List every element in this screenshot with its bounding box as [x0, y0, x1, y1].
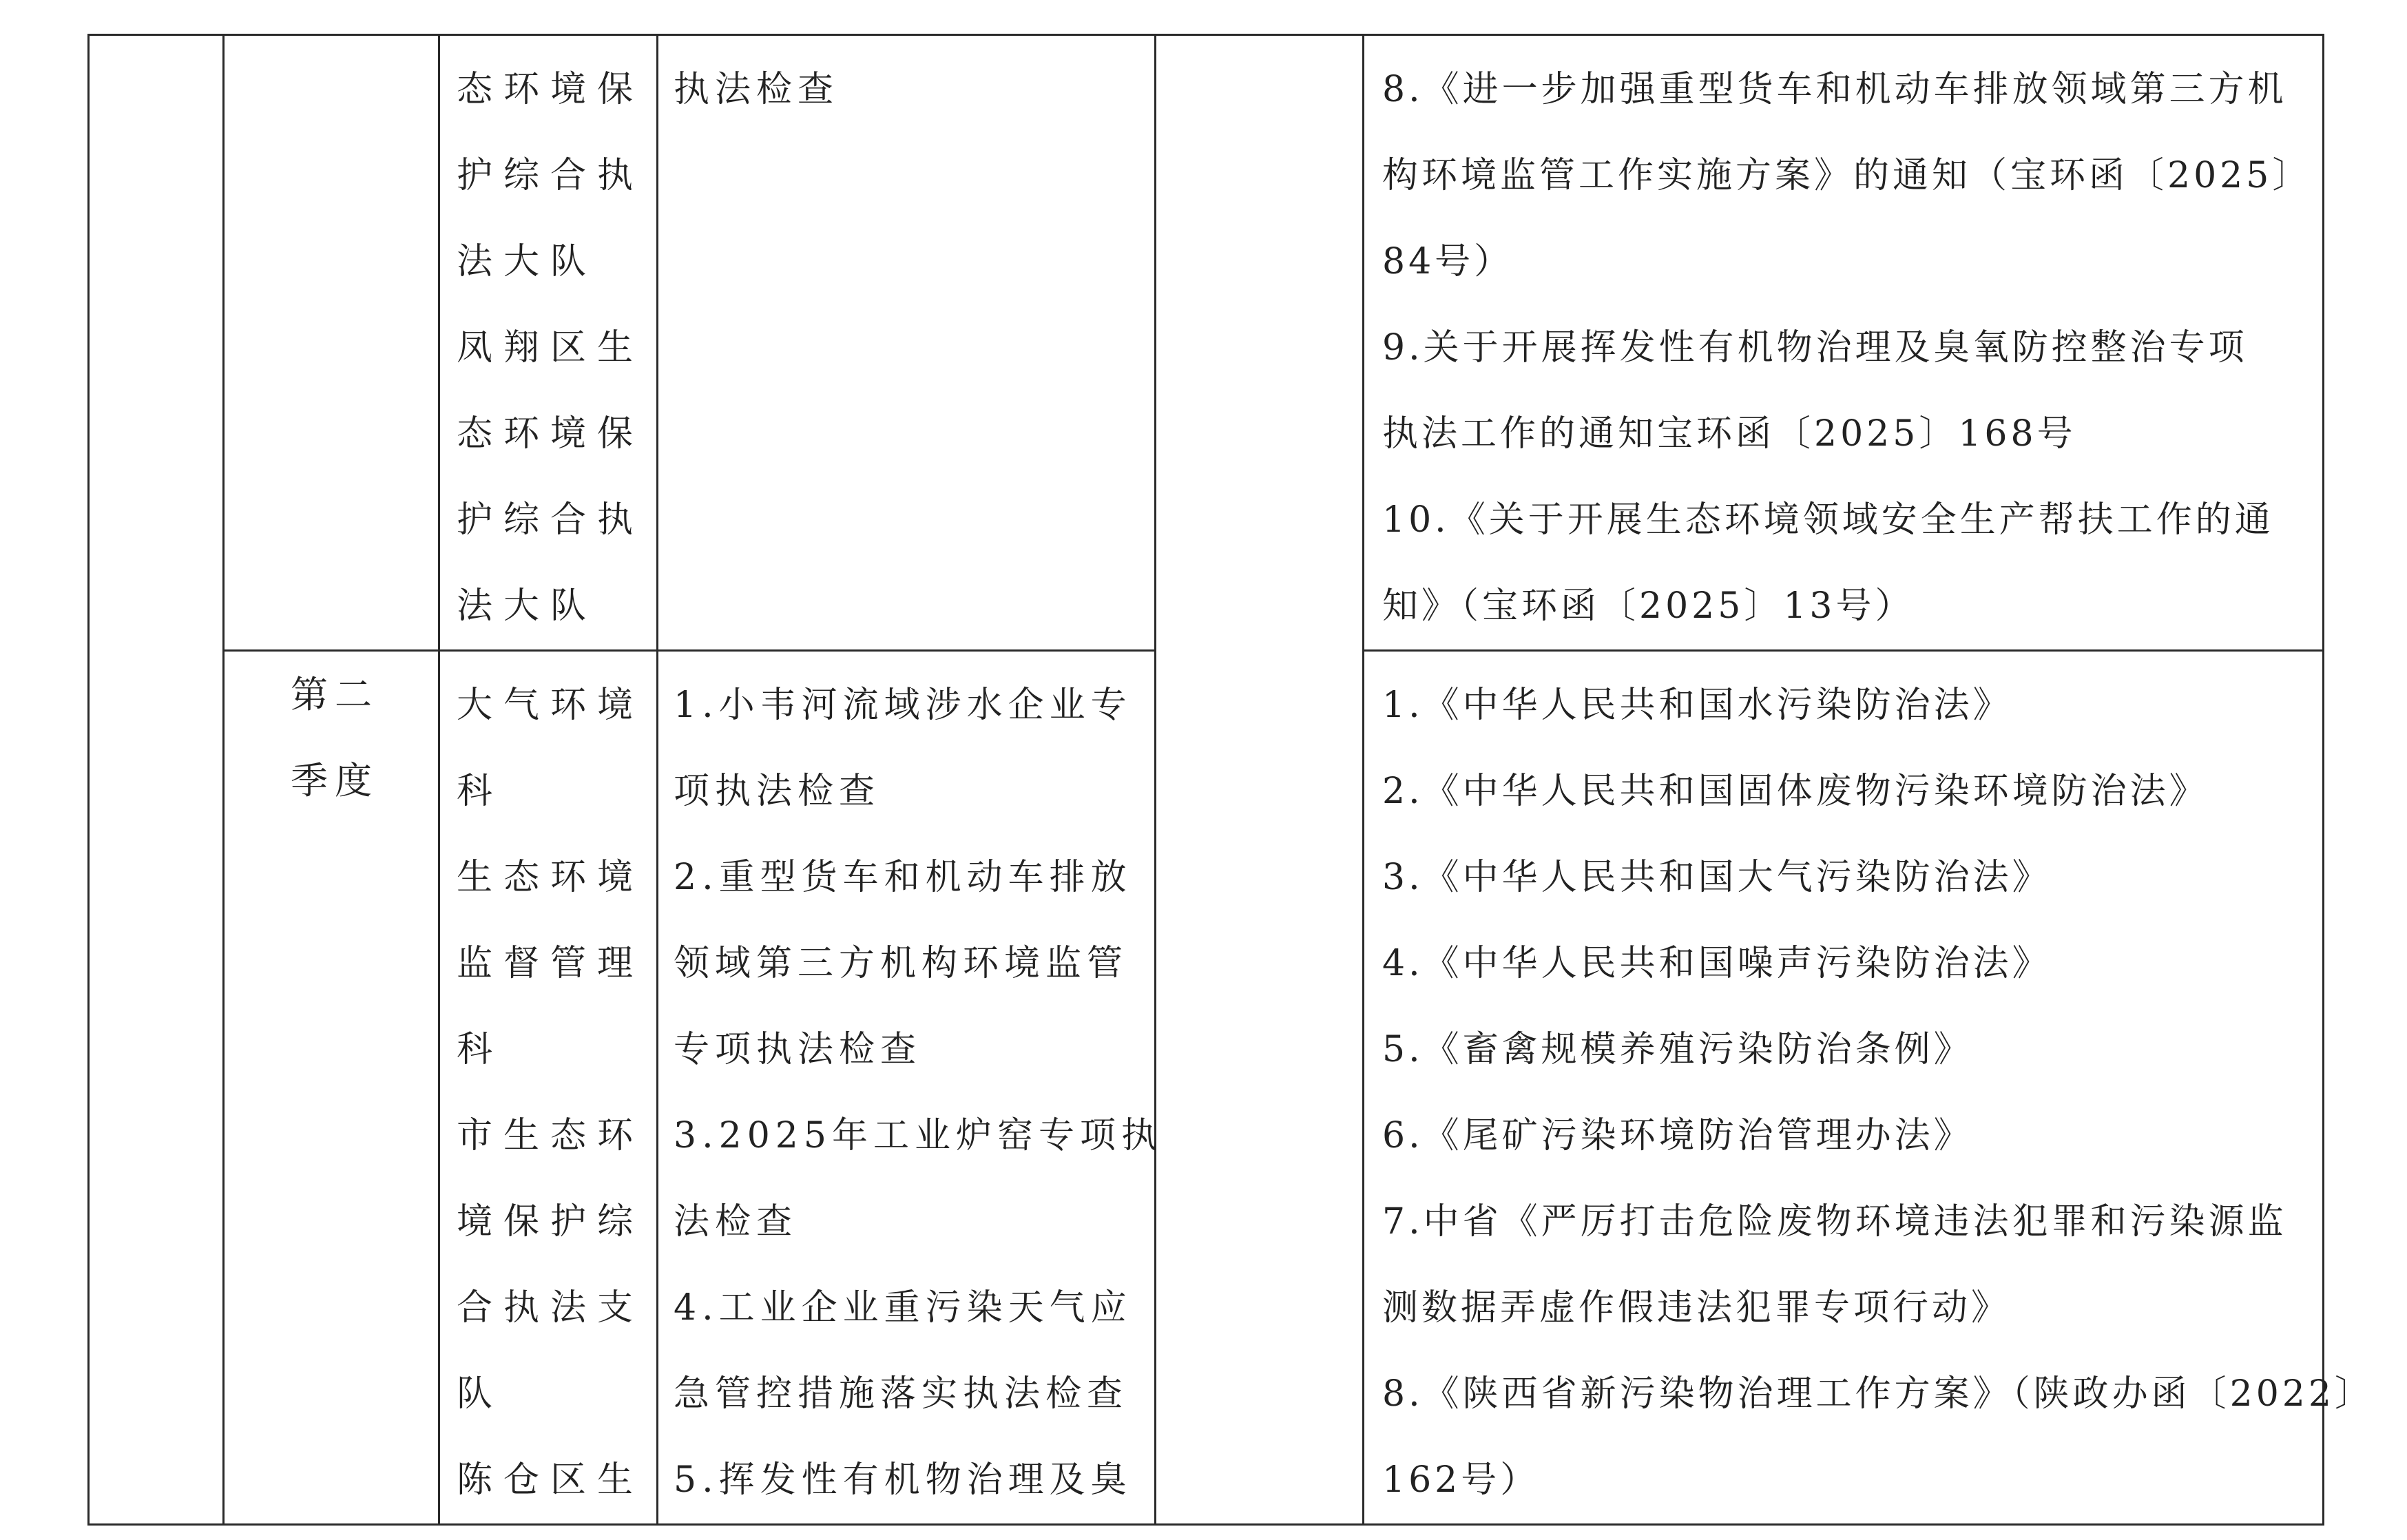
task-lines [658, 663, 1163, 1523]
basis-line: 9.关于开展挥发性有机物治理及臭氧防控整治专项 [1382, 327, 2248, 368]
task-line: 急管控措施落实执法检查 [674, 1373, 1129, 1415]
basis-line: 4.《中华人民共和国噪声污染防治法》 [1382, 943, 2052, 984]
legal-basis-cell [1364, 651, 2374, 1525]
basis-lines [1364, 663, 2374, 1523]
unit-line: 护综合执 [457, 499, 645, 541]
unit-line: 监督管理 [457, 943, 645, 984]
table-row-continued [89, 35, 2324, 651]
basis-line: 162号） [1382, 1459, 1540, 1501]
quarter-cell-empty [224, 35, 439, 651]
basis-line: 8.《陕西省新污染物治理工作方案》（陕政办函〔2022〕 [1382, 1373, 2374, 1415]
blank-column-cell [1156, 35, 1364, 1525]
task-line: 法检查 [674, 1201, 798, 1242]
unit-line: 科 [457, 1029, 504, 1070]
basis-line: 执法工作的通知宝环函〔2025〕168号 [1382, 413, 2076, 455]
unit-line: 凤翔区生 [457, 327, 645, 368]
unit-line: 生态环境 [457, 857, 645, 898]
unit-line: 陈仓区生 [457, 1459, 645, 1501]
task-line: 项执法检查 [674, 771, 881, 812]
basis-lines [1364, 47, 2322, 649]
responsible-unit-cell [439, 651, 658, 1525]
unit-line: 市生态环 [457, 1115, 645, 1156]
unit-line: 护综合执 [457, 155, 645, 196]
basis-line: 构环境监管工作实施方案》的通知（宝环函〔2025〕 [1382, 155, 2312, 196]
unit-line: 合执法支 [457, 1287, 645, 1329]
basis-line: 3.《中华人民共和国大气污染防治法》 [1382, 857, 2052, 898]
basis-line: 84号） [1382, 241, 1514, 282]
legal-basis-cell [1364, 35, 2324, 651]
unit-line: 态环境保 [457, 69, 645, 110]
task-line: 3.2025年工业炉窑专项执 [674, 1115, 1163, 1156]
basis-line: 2.《中华人民共和国固体废物污染环境防治法》 [1382, 771, 2209, 812]
unit-line: 态环境保 [457, 413, 645, 455]
unit-line: 大气环境 [457, 685, 645, 726]
task-line: 2.重型货车和机动车排放 [674, 857, 1132, 898]
basis-line: 7.中省《严厉打击危险废物环境违法犯罪和污染源监 [1382, 1201, 2287, 1242]
task-line: 4.工业企业重污染天气应 [674, 1287, 1132, 1329]
unit-line: 法大队 [457, 241, 598, 282]
enforcement-plan-table [87, 34, 2374, 1526]
basis-line: 知》（宝环函〔2025〕13号） [1382, 585, 1915, 627]
task-line: 1.小韦河流域涉水企业专 [674, 685, 1132, 726]
quarter-label: 第二季度 [291, 673, 379, 802]
basis-line: 8.《进一步加强重型货车和机动车排放领域第三方机 [1382, 69, 2287, 110]
basis-line: 6.《尾矿污染环境防治管理办法》 [1382, 1115, 1973, 1156]
task-line: 5.挥发性有机物治理及臭 [674, 1459, 1132, 1501]
unit-line: 境保护综 [457, 1201, 645, 1242]
task-line: 执法检查 [674, 69, 840, 110]
basis-line: 1.《中华人民共和国水污染防治法》 [1382, 685, 2012, 726]
task-line: 专项执法检查 [674, 1029, 922, 1070]
quarter-cell [224, 651, 439, 1525]
basis-line: 5.《畜禽规模养殖污染防治条例》 [1382, 1029, 1973, 1070]
task-lines [658, 47, 1154, 133]
unit-line: 法大队 [457, 585, 598, 627]
unit-line: 科 [457, 771, 504, 812]
responsible-unit-cell [439, 35, 658, 651]
basis-line: 10.《关于开展生态环境领域安全生产帮扶工作的通 [1382, 499, 2274, 541]
basis-line: 测数据弄虚作假违法犯罪专项行动》 [1382, 1287, 2011, 1329]
task-cell [658, 651, 1163, 1525]
unit-line: 队 [457, 1373, 504, 1415]
task-cell [658, 35, 1156, 651]
index-cell [89, 35, 224, 1525]
unit-lines [440, 663, 656, 1523]
task-line: 领域第三方机构环境监管 [674, 943, 1129, 984]
unit-lines [440, 47, 656, 649]
